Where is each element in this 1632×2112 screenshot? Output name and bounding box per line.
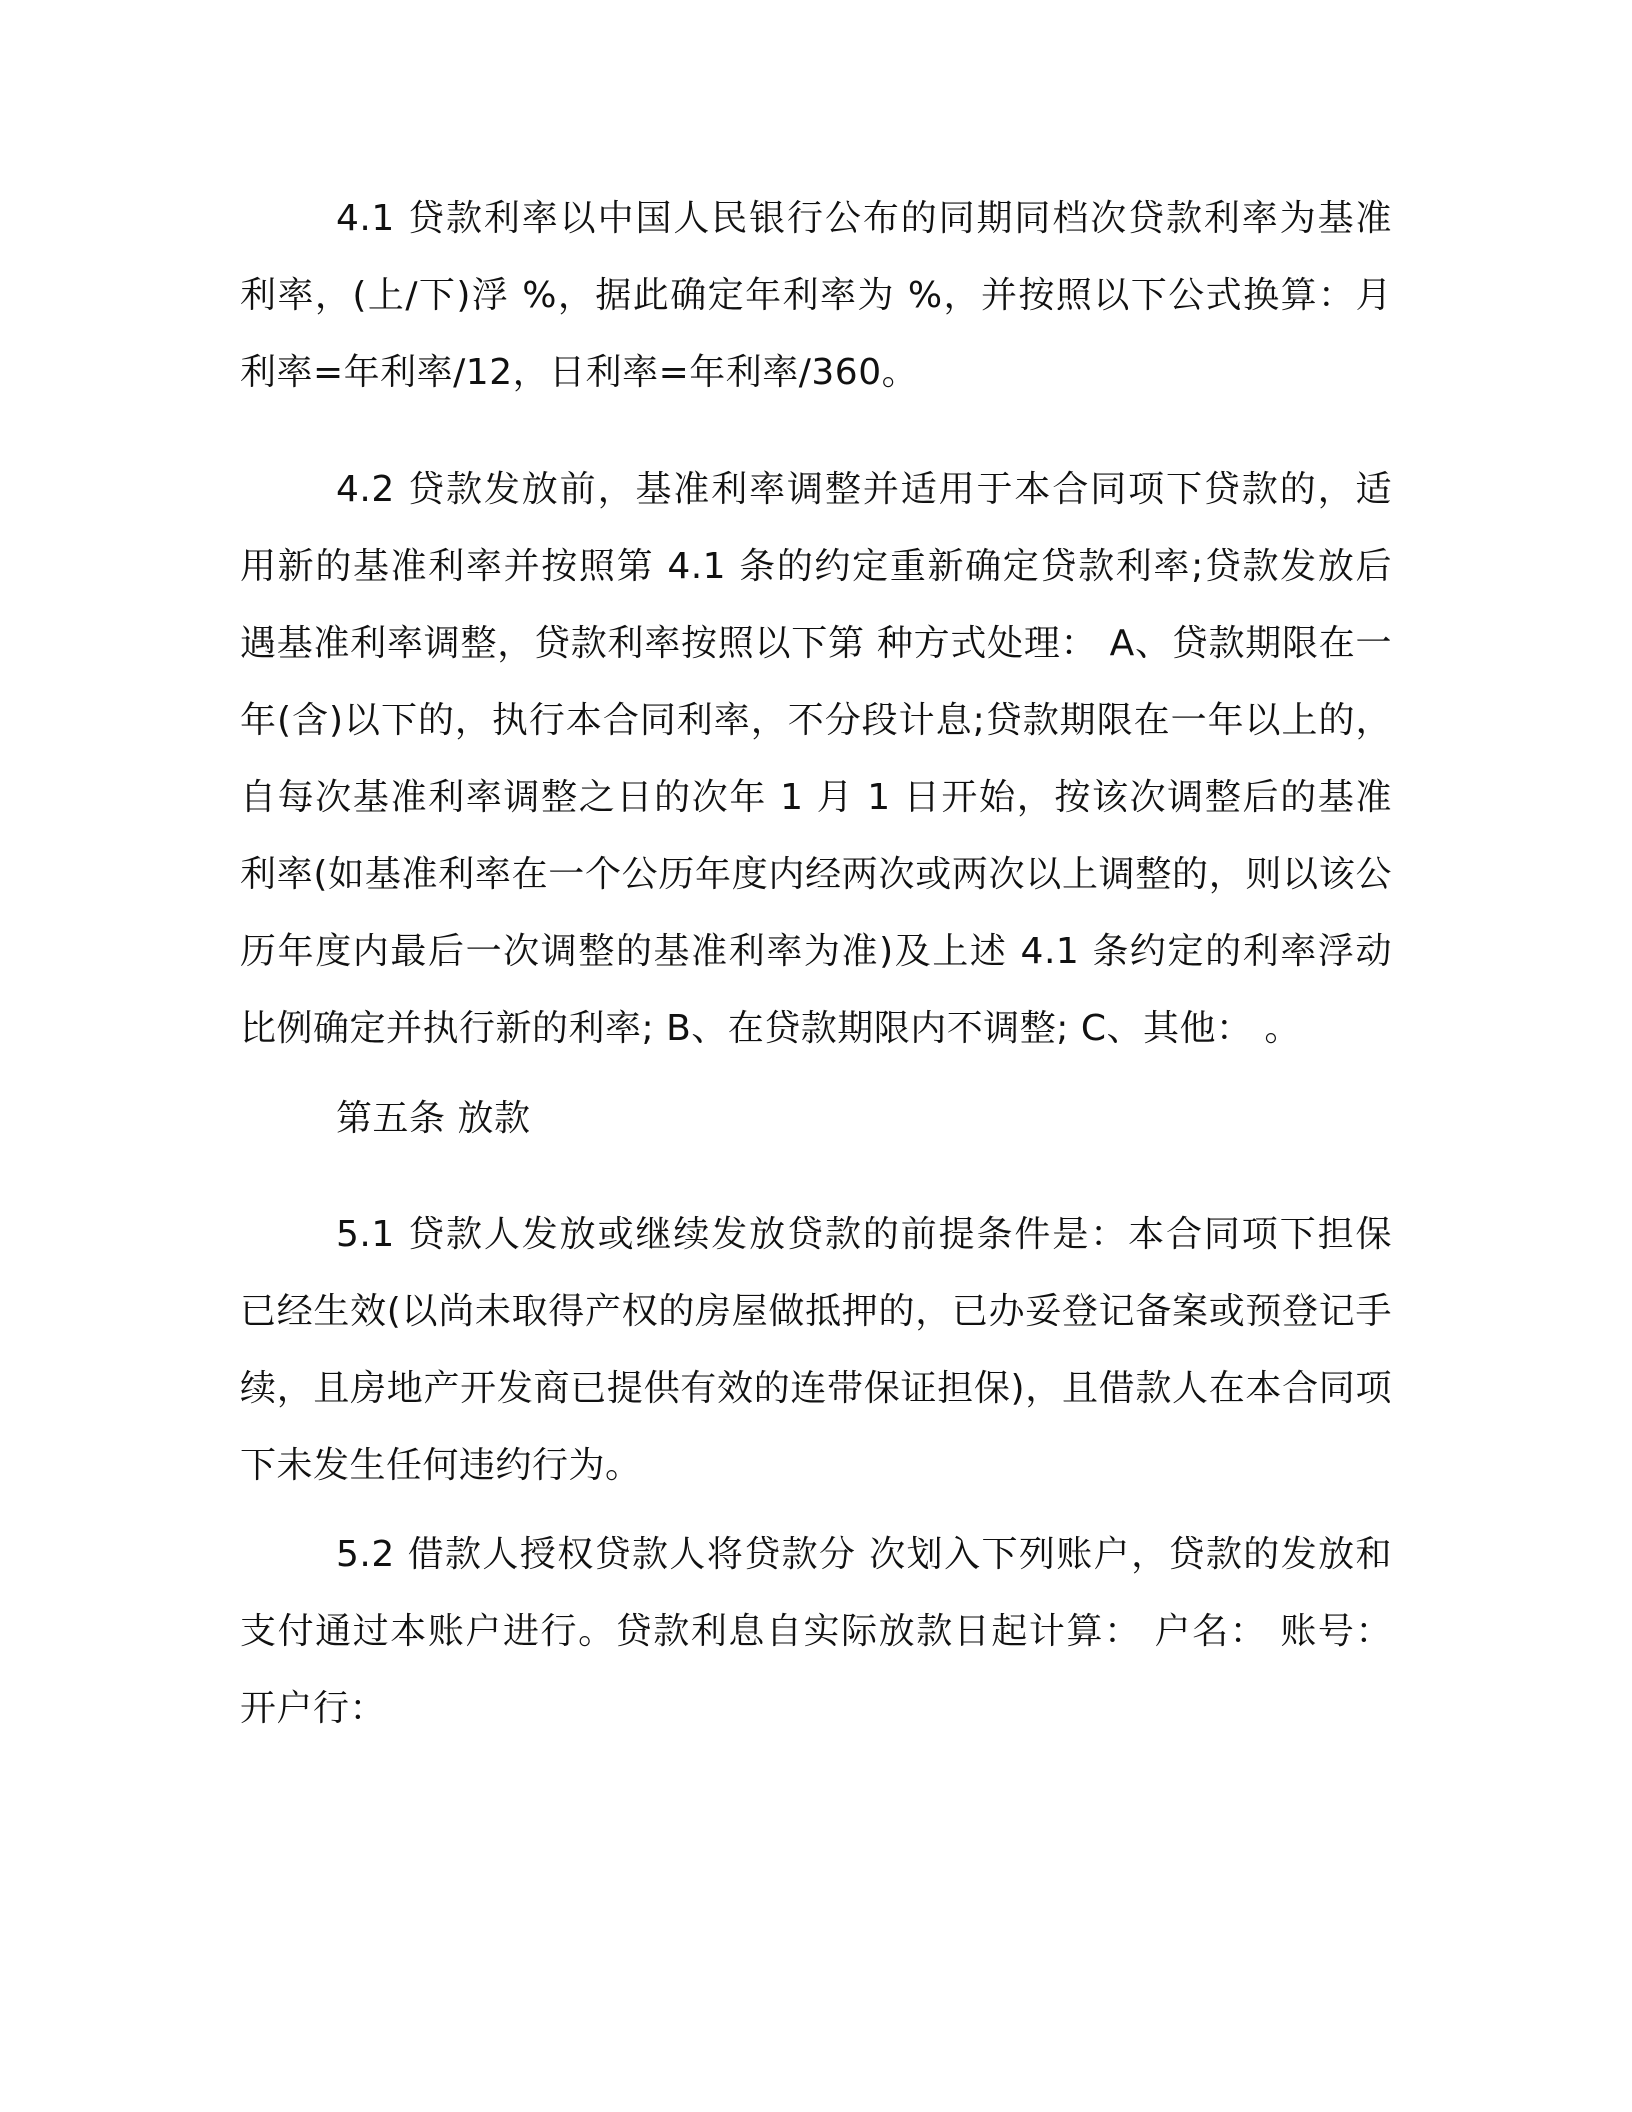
clause-5-2-paragraph: 5.2 借款人授权贷款人将贷款分 次划入下列账户，贷款的发放和支付通过本账户进行。贷款利息自实际放款日起计算： 户名： 账号： 开户行： bbox=[240, 1534, 1392, 1729]
clause-5-1-paragraph: 5.1 贷款人发放或继续发放贷款的前提条件是：本合同项下担保已经生效(以尚未取得产权的房屋做抵押的，已办妥登记备案或预登记手续，且房地产开发商已提供有效的连带保证担保)，且借款人在本合同项下未发生任何违约行为。 bbox=[240, 1214, 1392, 1486]
clause-4-2-paragraph: 4.2 贷款发放前，基准利率调整并适用于本合同项下贷款的，适用新的基准利率并按照第 4.1 条的约定重新确定贷款利率;贷款发放后遇基准利率调整，贷款利率按照以下第 种方式处理： A、贷款期限在一年(含)以下的，执行本合同利率，不分段计息;贷款期限在一年以上的，自每次基准利率调整之日的次年 1 月 1 日开始，按该次调整后的基准利率(如基准利率在一个公历年度内经两次或两次以上调整的，则以该公历年度内最后一次调整的基准利率为准)及上述 4.1 条约定的利率浮动比例确定并执行新的利率; B、在贷款期限内不调整; C、其他： 。 bbox=[240, 469, 1392, 1049]
clause-4-1-paragraph: 4.1 贷款利率以中国人民银行公布的同期同档次贷款利率为基准利率，(上/下)浮 %，据此确定年利率为 %，并按照以下公式换算：月利率=年利率/12，日利率=年利率/360。 bbox=[240, 198, 1392, 393]
article-5-heading: 第五条 放款 bbox=[336, 1098, 531, 1139]
